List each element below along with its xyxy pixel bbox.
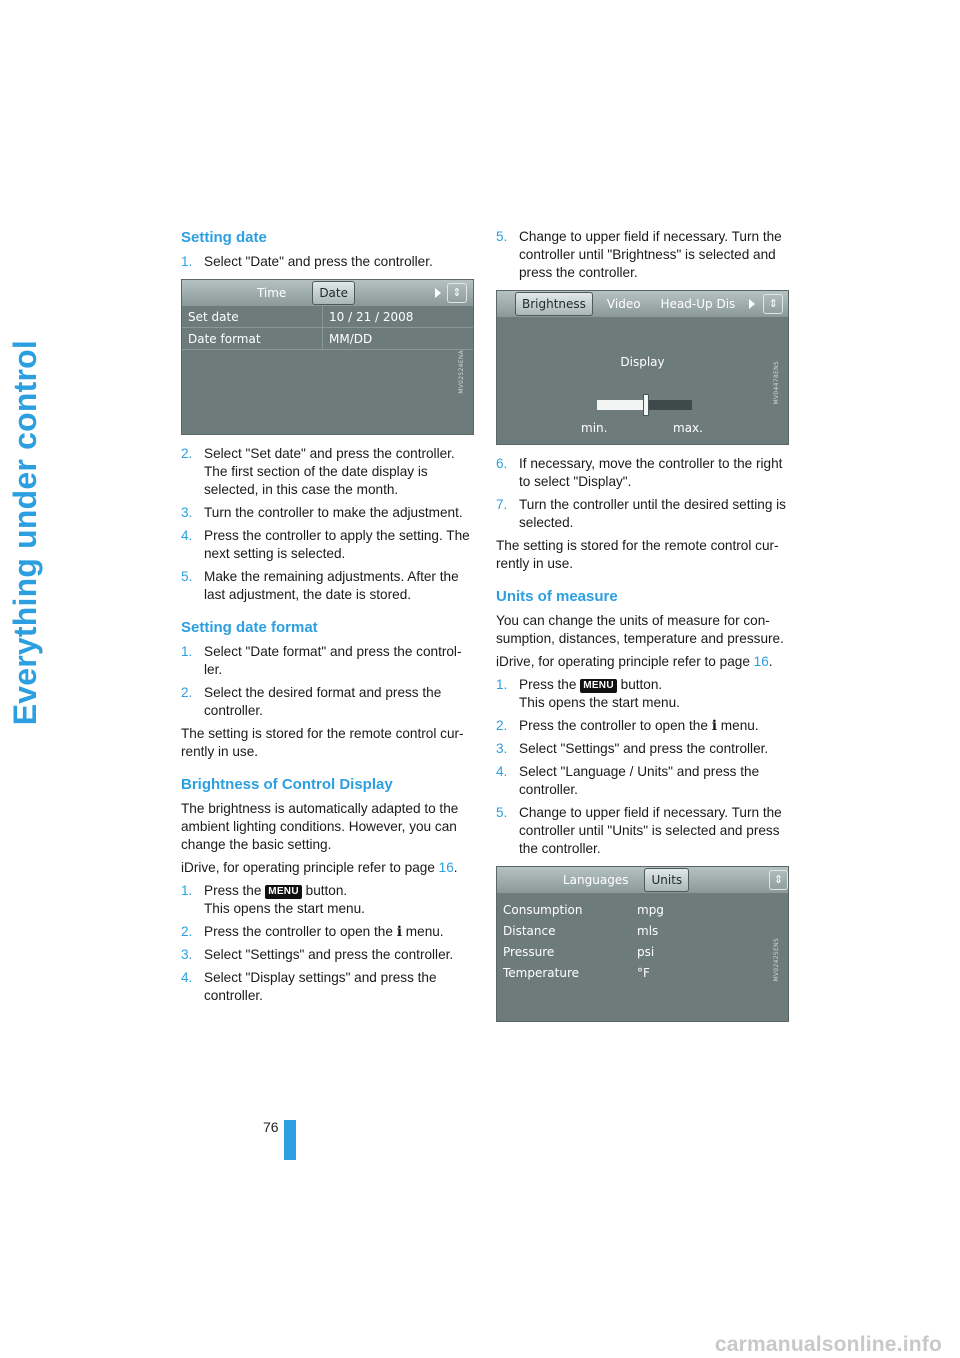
units-screen xyxy=(496,866,789,1022)
list-item: 4. Select "Display settings" and press the controller. xyxy=(181,970,437,1003)
menu-button-icon: MENU xyxy=(580,679,617,693)
heading-brightness: Brightness of Control Display xyxy=(181,776,393,793)
list-item: 2. Press the controller to open the i menu. xyxy=(496,718,759,734)
tab-units: Units xyxy=(644,868,689,892)
list-item: 2. Select "Set date" and press the controller. The first section of the date display is selected, in this case the month. xyxy=(181,446,455,497)
list-item: 3. Turn the controller to make the adjustment. xyxy=(181,505,463,520)
table-row: Distance mls xyxy=(503,923,659,938)
screen-tab-bar xyxy=(497,291,788,317)
tab-brightness: Brightness xyxy=(515,292,593,316)
watermark: carmanualsonline.info xyxy=(714,1333,942,1356)
list-item: 5. Change to upper field if necessary. Turn the controller until "Units" is selected and press the controller. xyxy=(496,805,782,856)
max-label: max. xyxy=(673,421,703,435)
image-code: MV04478ENS xyxy=(773,360,780,404)
brightness-slider xyxy=(597,400,692,410)
intro-text: You can change the units of measure for consumption, distances, temperature and pressure. xyxy=(496,613,784,646)
table-row: Date format MM/DD xyxy=(182,328,473,350)
list-item: 7. Turn the controller until the desired setting is selected. xyxy=(496,497,786,530)
slider-fill xyxy=(597,400,646,410)
list-item: 1. Select "Date" and press the controller. xyxy=(181,254,433,269)
table-row: Temperature °F xyxy=(503,965,650,980)
brightness-screen xyxy=(496,290,789,445)
tab-time: Time xyxy=(256,286,287,300)
list-item: 5. Make the remaining adjustments. After the last adjustment, the date is stored. xyxy=(181,569,459,602)
list-item: 4. Press the controller to apply the setting. The next setting is selected. xyxy=(181,528,470,561)
steps-setting-date-b xyxy=(181,445,475,604)
table-row: Set date 10 / 21 / 2008 xyxy=(182,306,473,328)
heading-date-format: Setting date format xyxy=(181,619,318,636)
page-number: 76 xyxy=(263,1119,279,1135)
heading-setting-date: Setting date xyxy=(181,229,267,246)
arrow-right-icon xyxy=(749,299,755,309)
steps-setting-date-a xyxy=(181,253,475,271)
tab-video: Video xyxy=(606,297,641,311)
steps-brightness-cont xyxy=(496,228,790,282)
controller-dial-icon: ⇕ xyxy=(447,283,467,303)
list-item: 6. If necessary, move the controller to the right to select "Display". xyxy=(496,456,783,489)
date-settings-screen xyxy=(181,279,474,435)
display-label: Display xyxy=(620,355,665,369)
idrive-reference: iDrive, for operating principle refer to page 16. xyxy=(496,654,773,669)
min-label: min. xyxy=(581,421,608,435)
info-icon: i xyxy=(396,924,403,940)
page-link[interactable]: 16 xyxy=(753,654,769,669)
controller-dial-icon: ⇕ xyxy=(763,294,783,314)
tab-head-up-display: Head-Up Dis xyxy=(660,297,736,311)
left-column xyxy=(181,228,475,1010)
table-row: Pressure psi xyxy=(503,944,655,959)
steps-date-format xyxy=(181,643,475,720)
slider-knob xyxy=(643,394,649,416)
image-code: MV02425ENS xyxy=(773,937,780,981)
screen-tab-bar xyxy=(497,867,788,893)
tab-date: Date xyxy=(312,281,355,305)
list-item: 3. Select "Settings" and press the controller. xyxy=(181,947,454,962)
list-item: 1. Press the MENU button. This opens the start menu. xyxy=(181,883,365,916)
right-column xyxy=(496,228,790,1032)
tab-languages: Languages xyxy=(563,873,629,887)
list-item: 5. Change to upper field if necessary. Turn the controller until "Brightness" is selected and press the controller. xyxy=(496,229,782,280)
info-icon: i xyxy=(711,718,718,734)
note-text: The setting is stored for the remote control currently in use. xyxy=(496,538,779,571)
image-code: MV02524ENA xyxy=(458,350,465,394)
list-item: 1. Press the MENU button. This opens the start menu. xyxy=(496,677,680,710)
idrive-reference: iDrive, for operating principle refer to page 16. xyxy=(181,860,458,875)
menu-button-icon: MENU xyxy=(265,885,302,899)
note-text: The setting is stored for the remote control currently in use. xyxy=(181,726,464,759)
list-item: 2. Press the controller to open the i menu. xyxy=(181,924,444,940)
list-item: 1. Select "Date format" and press the controller. xyxy=(181,644,462,677)
page-link[interactable]: 16 xyxy=(438,860,454,875)
steps-brightness xyxy=(181,882,475,1005)
heading-units: Units of measure xyxy=(496,588,618,605)
controller-dial-icon: ⇕ xyxy=(769,870,788,890)
section-title: Everything under control xyxy=(7,340,43,726)
list-item: 4. Select "Language / Units" and press the controller. xyxy=(496,764,760,797)
steps-brightness-after xyxy=(496,455,790,532)
arrow-right-icon xyxy=(435,288,441,298)
list-item: 2. Select the desired format and press the controller. xyxy=(181,685,442,718)
list-item: 3. Select "Settings" and press the controller. xyxy=(496,741,769,756)
intro-text: The brightness is automatically adapted to the ambient lighting conditions. However, you can change the basic setting. xyxy=(181,801,459,852)
table-row: Consumption mpg xyxy=(503,902,664,917)
steps-units xyxy=(496,676,790,858)
page-marker-bar xyxy=(284,1120,296,1160)
screen-tab-bar xyxy=(182,280,473,306)
